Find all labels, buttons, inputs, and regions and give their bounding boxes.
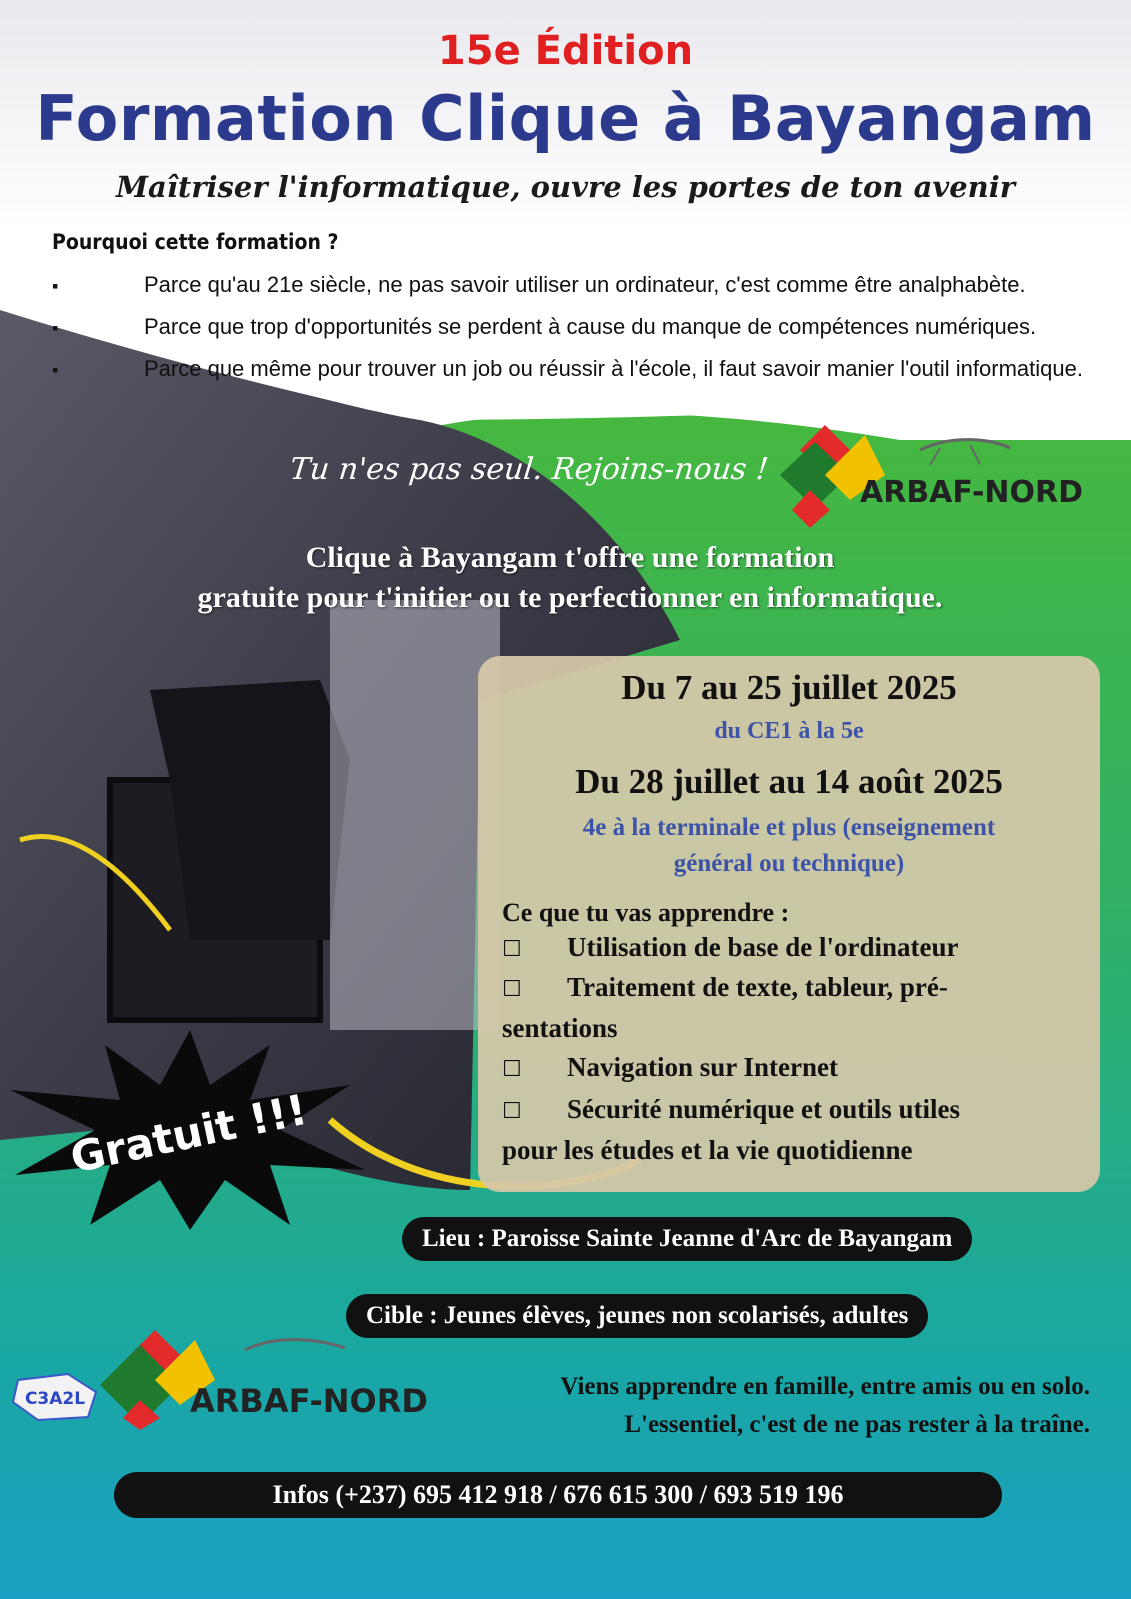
- learn-item: [502, 1090, 1077, 1170]
- reason-text: Parce que trop d'opportunités se perdent à cause du manque de compétences numériques.: [144, 314, 1037, 339]
- learn-item: [502, 968, 1077, 1048]
- reason-text: Parce que même pour trouver un job ou réussir à l'école, il faut savoir manier l'outil informatique.: [144, 356, 1083, 381]
- checkbox-icon: ☐: [502, 1057, 522, 1082]
- learn-item-text: sentations: [502, 1013, 618, 1043]
- tagline: Maîtriser l'informatique, ouvre les portes de ton avenir: [115, 170, 1016, 204]
- page-title: Formation Clique à Bayangam: [35, 82, 1096, 155]
- why-heading: Pourquoi cette formation ?: [52, 230, 339, 254]
- invite-line: Viens apprendre en famille, entre amis ou en solo.: [560, 1373, 1090, 1400]
- bullet-icon: ▪: [52, 318, 59, 338]
- learn-heading: Ce que tu vas apprendre :: [502, 898, 790, 927]
- session-level: [500, 810, 1078, 882]
- session-level: du CE1 à la 5e: [714, 718, 864, 744]
- reason-text: Parce qu'au 21e siècle, ne pas savoir utiliser un ordinateur, c'est comme être analphabète.: [144, 272, 1026, 297]
- offer-line: Clique à Bayangam t'offre une formation: [305, 541, 835, 574]
- session-level-line: 4e à la terminale et plus (enseignement: [582, 814, 996, 841]
- c3a2l-text: C3A2L: [24, 1389, 86, 1409]
- invite-text: [370, 1368, 1090, 1444]
- invite-line: L'essentiel, c'est de ne pas rester à la traîne.: [624, 1411, 1090, 1438]
- edition-label: 15e Édition: [437, 28, 694, 74]
- bullet-icon: ▪: [52, 276, 59, 296]
- checkbox-icon: ☐: [502, 1099, 522, 1124]
- offer-line: gratuite pour t'initier ou te perfectionner en informatique.: [197, 581, 943, 614]
- learn-item-text: Traitement de texte, tableur, pré-: [567, 972, 948, 1002]
- target-label: Cible : Jeunes élèves, jeunes non scolarisés, adultes: [346, 1294, 928, 1338]
- learn-item-text: Utilisation de base de l'ordinateur: [567, 932, 959, 962]
- checkbox-icon: ☐: [502, 937, 522, 962]
- learn-item-text: Navigation sur Internet: [567, 1052, 839, 1082]
- checkbox-icon: ☐: [502, 977, 522, 1002]
- contact-info: Infos (+237) 695 412 918 / 676 615 300 / 693 519 196: [114, 1472, 1002, 1518]
- session-dates: Du 7 au 25 juillet 2025: [621, 668, 957, 707]
- session-dates: Du 28 juillet au 14 août 2025: [575, 762, 1003, 801]
- learn-item: [502, 1048, 1077, 1089]
- logo-text: ARBAF-NORD: [860, 475, 1084, 510]
- reason-item: [52, 314, 1036, 340]
- c3a2l-logo: [8, 1372, 103, 1422]
- offer-text: [40, 538, 1100, 618]
- learn-item-text: Sécurité numérique et outils utiles: [567, 1094, 960, 1124]
- reason-item: [52, 356, 1083, 382]
- reason-item: [52, 272, 1026, 298]
- session-level-line: général ou technique): [673, 850, 905, 877]
- learn-item: [502, 928, 1077, 969]
- join-slogan: Tu n'es pas seul. Rejoins-nous !: [288, 452, 770, 487]
- bullet-icon: ▪: [52, 360, 59, 380]
- free-badge-text: Gratuit !!!: [66, 1084, 312, 1183]
- free-badge: [10, 1030, 370, 1230]
- learn-item-text: pour les études et la vie quotidienne: [502, 1135, 913, 1165]
- arbaf-nord-logo: [770, 420, 1090, 530]
- place-label: Lieu : Paroisse Sainte Jeanne d'Arc de Bayangam: [402, 1217, 972, 1261]
- logo-text: ARBAF-NORD: [190, 1382, 428, 1420]
